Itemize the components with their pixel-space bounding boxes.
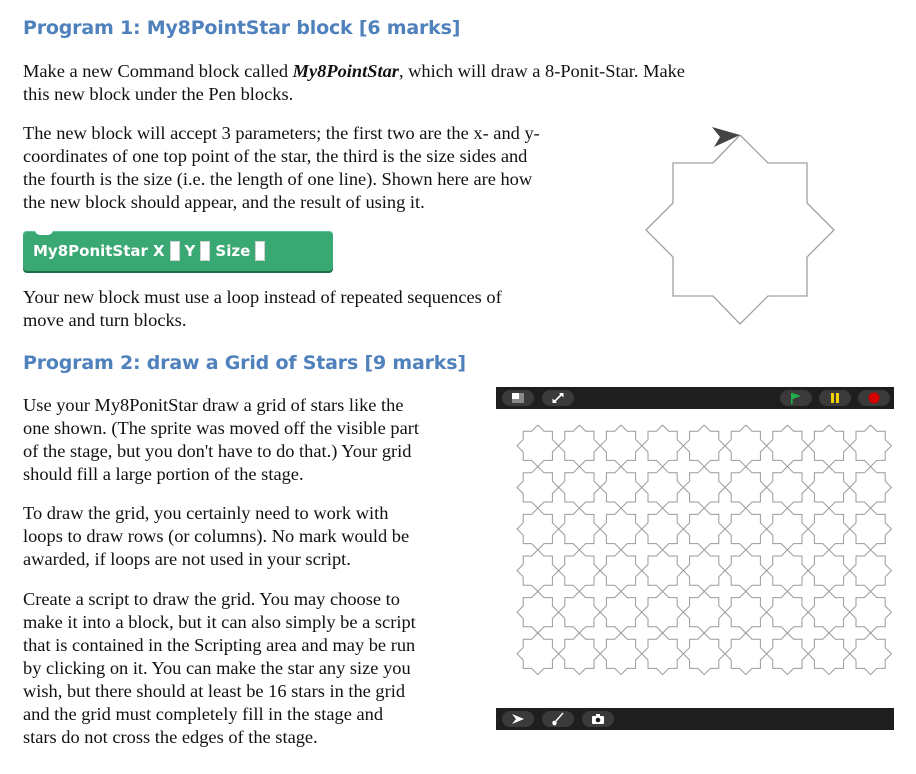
grid-star xyxy=(683,425,725,467)
intro-block-name: My8PointStar xyxy=(292,61,399,81)
p2-line: by clicking on it. You can make the star any size you xyxy=(23,658,411,678)
grid-star xyxy=(850,633,892,675)
pause-icon xyxy=(829,392,841,404)
p2-line: that is contained in the Scripting area and may be run xyxy=(23,635,416,655)
loop-line: Your new block must use a loop instead of repeated sequences of xyxy=(23,287,502,307)
grid-star xyxy=(600,633,642,675)
star-result-figure xyxy=(600,115,880,335)
block-slot-x[interactable] xyxy=(170,241,180,261)
grid-star xyxy=(517,508,559,550)
grid-star xyxy=(767,425,809,467)
grid-star xyxy=(600,591,642,633)
program2-paragraph-3 xyxy=(23,588,493,749)
params-line: the fourth is the size (i.e. the length of one line). Shown here are how xyxy=(23,169,533,189)
grid-star xyxy=(767,633,809,675)
block-slot-y[interactable] xyxy=(200,241,210,261)
loop-line: move and turn blocks. xyxy=(23,310,187,330)
grid-star xyxy=(517,467,559,509)
p2-line: of the stage, but you don't have to do that.) Your grid xyxy=(23,441,412,461)
grid-star xyxy=(642,425,684,467)
grid-star xyxy=(600,425,642,467)
fullscreen-icon xyxy=(551,392,565,404)
grid-star xyxy=(559,591,601,633)
grid-star xyxy=(517,550,559,592)
grid-star xyxy=(725,467,767,509)
p2-line: Create a script to draw the grid. You may choose to xyxy=(23,589,400,609)
grid-star xyxy=(767,467,809,509)
sprite-arrow-icon xyxy=(511,713,525,725)
block-param-x-label: X xyxy=(152,242,165,260)
block-slot-size[interactable] xyxy=(255,241,265,261)
grid-star xyxy=(725,633,767,675)
grid-star xyxy=(642,508,684,550)
intro-text-pre: Make a new Command block called xyxy=(23,61,293,81)
p2-line: stars do not cross the edges of the stage. xyxy=(23,727,318,747)
p2-line: Use your My8PonitStar draw a grid of stars like the xyxy=(23,395,404,415)
block-param-size-label: Size xyxy=(215,242,251,260)
block-param-y-label: Y xyxy=(184,242,196,260)
stage-top-toolbar xyxy=(496,387,894,409)
grid-star xyxy=(808,591,850,633)
p2-line: wish, but there should at least be 16 stars in the grid xyxy=(23,681,406,701)
grid-star xyxy=(725,508,767,550)
paint-new-sprite-button[interactable] xyxy=(542,711,574,727)
grid-star xyxy=(559,425,601,467)
pause-button[interactable] xyxy=(819,390,851,406)
grid-star xyxy=(559,633,601,675)
stop-icon xyxy=(868,392,880,404)
grid-star xyxy=(767,508,809,550)
p2-line: make it into a block, but it can also simply be a script xyxy=(23,612,416,632)
grid-star xyxy=(559,550,601,592)
stage-bottom-toolbar xyxy=(496,708,894,730)
snap-stage xyxy=(496,387,894,731)
grid-star xyxy=(600,467,642,509)
grid-star xyxy=(808,633,850,675)
grid-star xyxy=(808,550,850,592)
stage-size-button[interactable] xyxy=(502,390,534,406)
new-turtle-sprite-button[interactable] xyxy=(502,711,534,727)
paintbrush-icon xyxy=(551,712,565,726)
fullscreen-button[interactable] xyxy=(542,390,574,406)
star-grid xyxy=(496,409,894,708)
grid-star xyxy=(725,550,767,592)
star-outline xyxy=(646,135,834,324)
grid-star xyxy=(683,550,725,592)
p2-line: loops to draw rows (or columns). No mark would be xyxy=(23,526,410,546)
grid-star xyxy=(725,591,767,633)
stop-button[interactable] xyxy=(858,390,890,406)
grid-star xyxy=(683,467,725,509)
grid-star xyxy=(725,425,767,467)
p2-line: To draw the grid, you certainly need to work with xyxy=(23,503,389,523)
stage-canvas[interactable] xyxy=(496,409,894,708)
grid-star xyxy=(850,467,892,509)
grid-star xyxy=(642,550,684,592)
my8ponitstar-block[interactable] xyxy=(23,231,333,271)
grid-star xyxy=(808,508,850,550)
grid-star xyxy=(767,550,809,592)
block-label: My8PonitStar xyxy=(33,242,148,260)
grid-star xyxy=(850,425,892,467)
green-flag-icon xyxy=(789,392,803,404)
grid-star xyxy=(517,591,559,633)
grid-star xyxy=(559,467,601,509)
grid-star xyxy=(683,633,725,675)
params-line: The new block will accept 3 parameters; the first two are the x- and y- xyxy=(23,123,540,143)
params-line: coordinates of one top point of the star, the third is the size sides and xyxy=(23,146,528,166)
grid-star xyxy=(642,591,684,633)
program1-params-paragraph xyxy=(23,122,663,214)
grid-star xyxy=(850,550,892,592)
program1-heading: Program 1: My8PointStar block [6 marks] xyxy=(23,17,461,39)
p2-line: and the grid must completely fill in the stage and xyxy=(23,704,384,724)
params-line: the new block should appear, and the result of using it. xyxy=(23,192,425,212)
turtle-arrow-icon xyxy=(712,127,740,147)
grid-star xyxy=(642,633,684,675)
intro-line2: this new block under the Pen blocks. xyxy=(23,84,294,104)
stage-size-icon xyxy=(511,392,525,404)
grid-star xyxy=(683,508,725,550)
grid-star xyxy=(808,467,850,509)
grid-star xyxy=(559,508,601,550)
grid-star xyxy=(767,591,809,633)
p2-line: awarded, if loops are not used in your script. xyxy=(23,549,351,569)
grid-star xyxy=(517,425,559,467)
p2-line: one shown. (The sprite was moved off the visible part xyxy=(23,418,419,438)
grid-star xyxy=(850,591,892,633)
program2-paragraph-2 xyxy=(23,502,493,571)
grid-star xyxy=(600,550,642,592)
program1-intro xyxy=(23,60,823,106)
grid-star xyxy=(683,591,725,633)
program2-paragraph-1 xyxy=(23,394,493,486)
grid-star xyxy=(600,508,642,550)
program1-loop-paragraph xyxy=(23,286,623,332)
green-flag-button[interactable] xyxy=(780,390,812,406)
take-camera-snapshot-button[interactable] xyxy=(582,711,614,727)
p2-line: should fill a large portion of the stage. xyxy=(23,464,304,484)
camera-icon xyxy=(591,713,605,725)
intro-text-post: , which will draw a 8-Ponit-Star. Make xyxy=(398,61,685,81)
grid-star xyxy=(808,425,850,467)
grid-star xyxy=(517,633,559,675)
program2-heading: Program 2: draw a Grid of Stars [9 marks] xyxy=(23,352,466,374)
grid-star xyxy=(850,508,892,550)
grid-star xyxy=(642,467,684,509)
